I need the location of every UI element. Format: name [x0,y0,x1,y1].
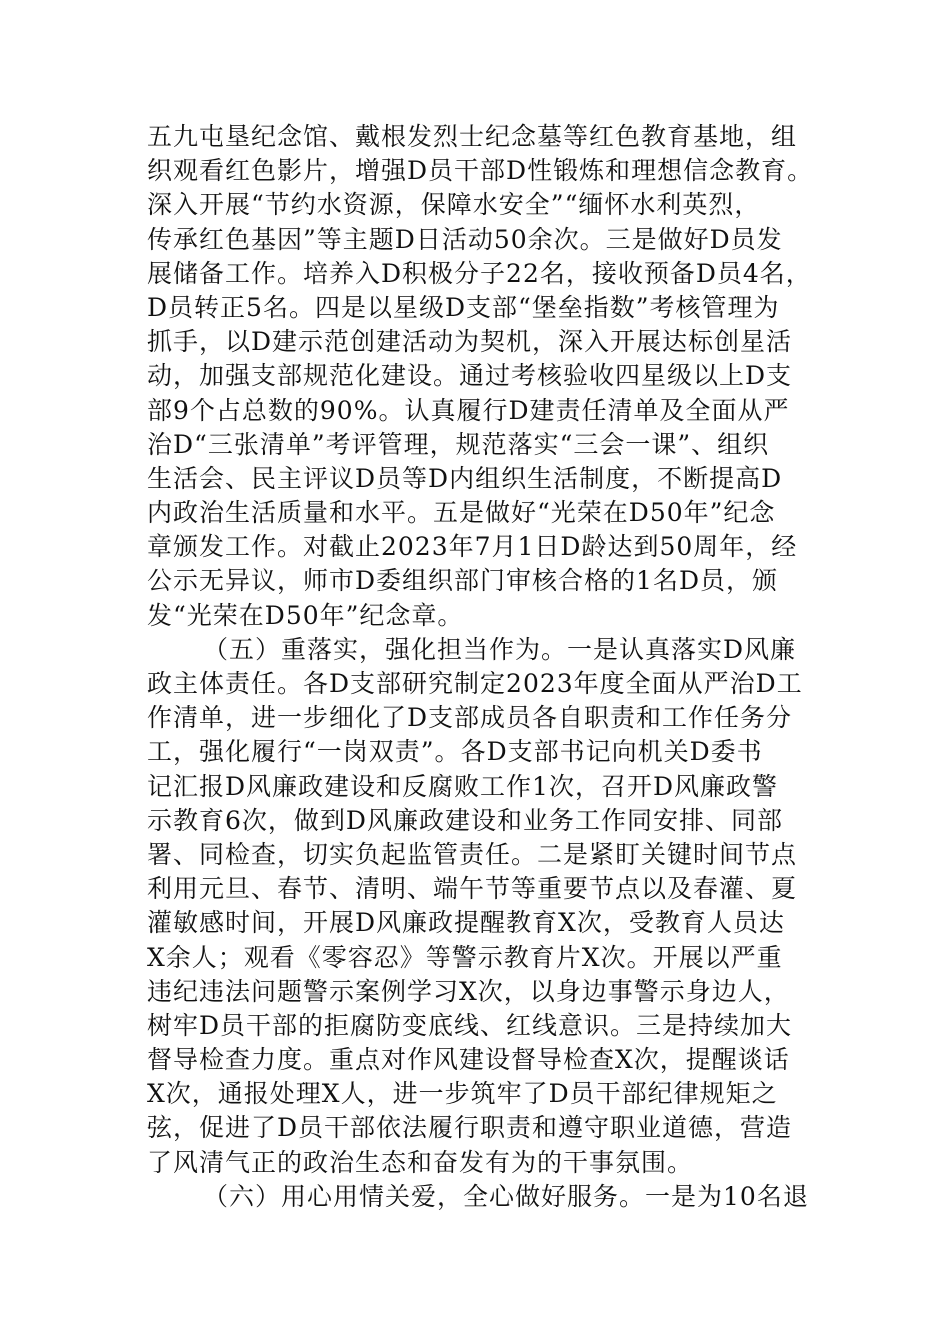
text-line: 利用元旦、春节、清明、端午节等重要节点以及春灌、夏 [147,874,798,904]
text-line: 治D“三张清单”考评管理，规范落实“三会一课”、组织 [147,429,770,459]
text-line: X次，通报处理X人，进一步筑牢了D员干部纪律规矩之 [147,1079,778,1109]
text-line: 深入开展“节约水资源，保障水安全”“缅怀水利英烈， [147,190,761,220]
text-line: 政主体责任。各D支部研究制定2023年度全面从严治D工 [147,669,803,698]
text-line: D员转正5名。四是以星级D支部“堡垒指数”考核管理为 [147,292,780,322]
document-body-text [147,120,827,1214]
text-line: 违纪违法问题警示案例学习X次，以身边事警示身边人， [147,976,790,1006]
text-line: 工，强化履行“一岗双责”。各D支部书记向机关D委书 [147,737,763,767]
text-line: 五九屯垦纪念馆、戴根发烈士纪念墓等红色教育基地，组 [147,122,798,151]
text-line: 展储备工作。培养入D积极分子22名，接收预备D员4名， [147,258,812,288]
text-line: 部9个占总数的90%。认真履行D建责任清单及全面从严 [147,395,790,425]
text-line: 内政治生活质量和水平。五是做好“光荣在D50年”纪念 [147,498,776,528]
text-line: 了风清气正的政治生态和奋发有为的干事氛围。 [147,1147,694,1177]
text-line: 织观看红色影片，增强D员干部D性锻炼和理想信念教育。 [147,156,814,186]
text-line: 抓手，以D建示范创建活动为契机，深入开展达标创星活 [147,327,793,357]
text-line: （六）用心用情关爱，全心做好服务。一是为10名退 [203,1181,809,1211]
text-line: 公示无异议，师市D委组织部门审核合格的1名D员，颁 [147,566,778,596]
text-line: 传承红色基因”等主题D日活动50余次。三是做好D员发 [147,224,783,254]
text-line: 记汇报D风廉政建设和反腐败工作1次，召开D风廉政警 [147,771,778,801]
text-line: 灌敏感时间，开展D风廉政提醒教育X次，受教育人员达 [147,908,785,938]
text-line: X余人；观看《零容忍》等警示教育片X次。开展以严重 [147,942,783,972]
text-line: 督导检查力度。重点对作风建设督导检查X次，提醒谈话 [147,1045,790,1075]
text-line: 动，加强支部规范化建设。通过考核验收四星级以上D支 [147,361,793,391]
text-line: （五）重落实，强化担当作为。一是认真落实D风廉 [203,634,797,664]
text-line: 弦，促进了D员干部依法履行职责和遵守职业道德，营造 [147,1113,793,1143]
text-line: 发“光荣在D50年”纪念章。 [147,600,464,630]
text-line: 树牢D员干部的拒腐防变底线、红线意识。三是持续加大 [147,1010,793,1040]
text-line: 生活会、民主评议D员等D内组织生活制度，不断提高D [147,463,783,493]
text-line: 作清单，进一步细化了D支部成员各自职责和工作任务分 [147,703,793,733]
text-line: 章颁发工作。对截止2023年7月1日D龄达到50周年，经 [147,532,798,562]
text-line: 示教育6次，做到D风廉政建设和业务工作同安排、同部 [147,805,783,835]
text-line: 署、同检查，切实负起监管责任。二是紧盯关键时间节点 [147,839,798,869]
